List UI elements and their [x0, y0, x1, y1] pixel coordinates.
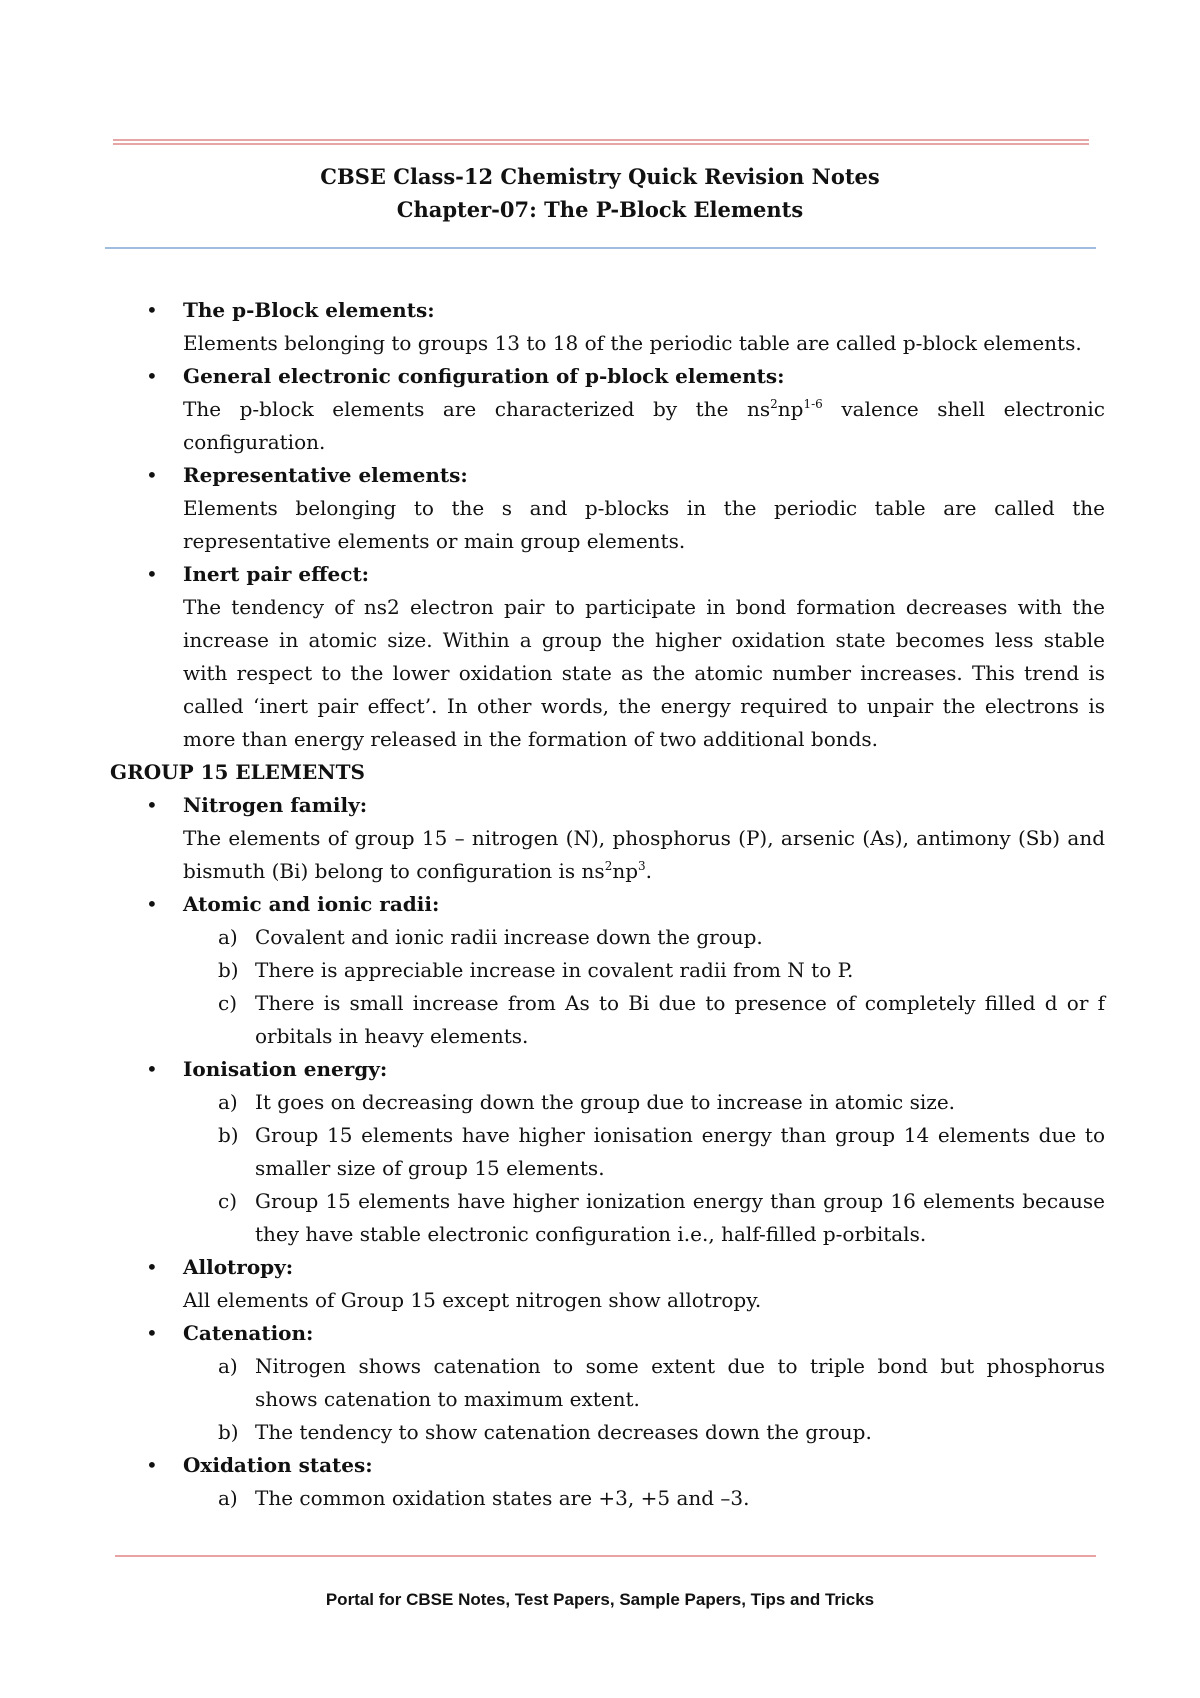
bullet-icon: • — [146, 364, 158, 388]
superscript: 2 — [604, 859, 613, 873]
header-rule-top — [113, 139, 1089, 141]
bullet-icon: • — [146, 1321, 158, 1345]
note-heading: The p-Block elements: — [183, 298, 435, 322]
sub-text: The tendency to show catenation decreases down the group. — [255, 1420, 872, 1444]
bullet-icon: • — [146, 892, 158, 916]
sub-label: c) — [218, 1189, 238, 1213]
chapter-title: Chapter-07: The P-Block Elements — [396, 197, 804, 222]
sub-text: It goes on decreasing down the group due to increase in atomic size. — [255, 1090, 956, 1114]
sub-item — [110, 1086, 1105, 1119]
superscript: 3 — [638, 859, 646, 873]
bullet-icon: • — [146, 1255, 158, 1279]
bullet-icon: • — [146, 562, 158, 586]
bullet-icon: • — [146, 1057, 158, 1081]
note-heading: General electronic configuration of p-block elements: — [183, 364, 785, 388]
sub-text: Group 15 elements have higher ionisation energy than group 14 elements due to smaller size of group 15 elements. — [255, 1123, 1105, 1180]
document-title: CBSE Class-12 Chemistry Quick Revision Notes — [320, 164, 880, 189]
notes-content — [110, 294, 1105, 1515]
sub-text: The common oxidation states are +3, +5 and –3. — [255, 1486, 750, 1510]
sub-label: b) — [218, 1123, 239, 1147]
text-part: valence shell electronic configuration. — [183, 397, 1105, 454]
sub-text: There is small increase from As to Bi due to presence of completely filled d or f orbitals in heavy elements. — [255, 991, 1105, 1048]
note-text — [183, 822, 1105, 888]
note-nitrogen-family — [110, 789, 1105, 888]
sub-text: Covalent and ionic radii increase down the group. — [255, 925, 763, 949]
sub-label: a) — [218, 1354, 238, 1378]
sub-item — [110, 1185, 1105, 1251]
sub-item — [110, 921, 1105, 954]
bullet-icon: • — [146, 298, 158, 322]
note-heading: Representative elements: — [183, 463, 468, 487]
footer-text: Portal for CBSE Notes, Test Papers, Sample Papers, Tips and Tricks — [325, 1590, 875, 1609]
sub-label: b) — [218, 958, 239, 982]
sub-item — [110, 1416, 1105, 1449]
note-heading: Ionisation energy: — [183, 1057, 388, 1081]
sub-text: There is appreciable increase in covalent radii from N to P. — [255, 958, 854, 982]
text-part: . — [645, 859, 653, 883]
note-ionisation — [110, 1053, 1105, 1086]
sub-item — [110, 987, 1105, 1053]
superscript: 2 — [770, 397, 778, 411]
sub-item — [110, 1350, 1105, 1416]
note-heading: Atomic and ionic radii: — [183, 892, 440, 916]
footer-rule — [115, 1555, 1096, 1557]
text-part: np — [777, 397, 804, 421]
bullet-icon: • — [146, 793, 158, 817]
text-part: The elements of group 15 – nitrogen (N), phosphorus (P), arsenic (As), antimony (Sb) and bismuth (Bi) belong to configuration is ns — [183, 826, 1105, 883]
note-heading: Nitrogen family: — [183, 793, 368, 817]
sub-item — [110, 1119, 1105, 1185]
note-text: Elements belonging to the s and p-blocks in the periodic table are called the representative elements or main group elements. — [183, 496, 1105, 553]
superscript: 1-6 — [803, 397, 823, 411]
bullet-icon: • — [146, 1453, 158, 1477]
group15-heading: GROUP 15 ELEMENTS — [110, 760, 365, 784]
bullet-icon: • — [146, 463, 158, 487]
note-text: The tendency of ns2 electron pair to participate in bond formation decreases with the increase in atomic size. Within a group the higher oxidation state becomes less stable with respect to the lower oxidation state as the atomic number increases. This trend is called ‘inert pair effect’. In other words, the energy required to unpair the electrons is more than energy released in the formation of two additional bonds. — [183, 595, 1105, 751]
text-part: np — [612, 859, 639, 883]
sub-label: b) — [218, 1420, 239, 1444]
note-allotropy — [110, 1251, 1105, 1317]
header-rule-bottom — [105, 247, 1096, 249]
sub-label: a) — [218, 925, 238, 949]
note-oxidation — [110, 1449, 1105, 1482]
note-text: All elements of Group 15 except nitrogen show allotropy. — [183, 1288, 762, 1312]
note-inert-pair — [110, 558, 1105, 756]
sub-text: Nitrogen shows catenation to some extent due to triple bond but phosphorus shows catenation to maximum extent. — [255, 1354, 1105, 1411]
note-config — [110, 360, 1105, 459]
note-pblock — [110, 294, 1105, 360]
sub-item — [110, 1482, 1105, 1515]
sub-item — [110, 954, 1105, 987]
sub-label: a) — [218, 1090, 238, 1114]
sub-label: a) — [218, 1486, 238, 1510]
sub-label: c) — [218, 991, 238, 1015]
sub-text: Group 15 elements have higher ionization energy than group 16 elements because they have stable electronic configuration i.e., half-filled p-orbitals. — [255, 1189, 1105, 1246]
note-catenation — [110, 1317, 1105, 1350]
note-heading: Oxidation states: — [183, 1453, 373, 1477]
note-representative — [110, 459, 1105, 558]
note-heading: Catenation: — [183, 1321, 314, 1345]
note-heading: Inert pair effect: — [183, 562, 370, 586]
document-header — [0, 160, 1200, 226]
note-heading: Allotropy: — [183, 1255, 294, 1279]
note-text — [183, 393, 1105, 459]
text-part: The p-block elements are characterized by the ns — [183, 397, 771, 421]
header-rule-top-second — [113, 143, 1089, 145]
note-text: Elements belonging to groups 13 to 18 of the periodic table are called p-block elements. — [183, 331, 1082, 355]
note-radii — [110, 888, 1105, 921]
